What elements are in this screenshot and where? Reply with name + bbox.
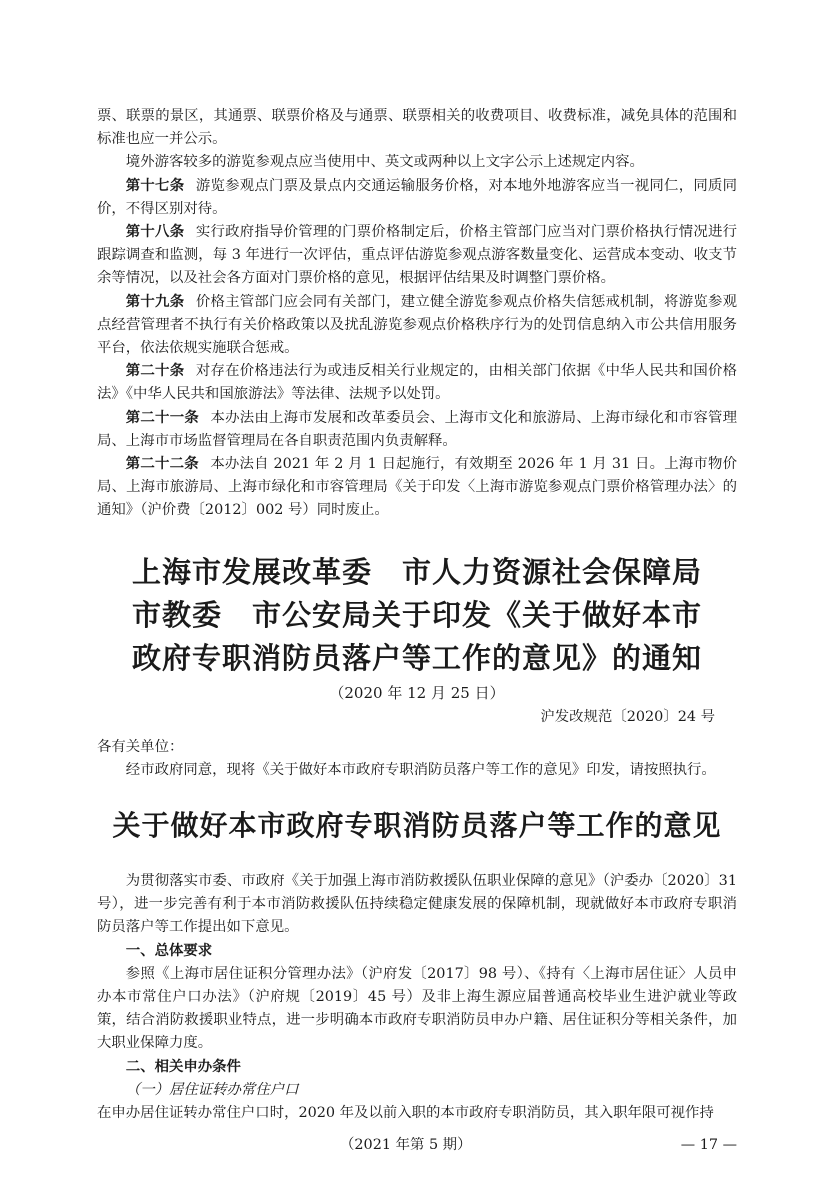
page-number: — 17 — (680, 1137, 737, 1154)
subsection-paragraph: 在申办居住证转办常住户口时，2020 年及以前入职的本市政府专职消防员，其入职年限可视作持 (97, 1105, 714, 1122)
section-heading: 二、相关申办条件 (125, 1058, 241, 1075)
article-text: 价格主管部门应会同有关部门，建立健全游览参观点价格失信惩戒机制，将游览参观点经营管理者不执行有关价格政策以及扰乱游览参观点价格秩序行为的处罚信息纳入市公共信用服务平台，依法依规实施联合惩戒。 (97, 293, 737, 357)
notice-title-line: 政府专职消防员落户等工作的意见》的通知 (131, 640, 702, 675)
article-paragraph (97, 360, 737, 406)
article-text: 境外游客较多的游览参观点应当使用中、英文或两种以上文字公示上述规定内容。 (125, 154, 644, 171)
notice-title-line: 市教委 市公安局关于印发《关于做好本市 (131, 597, 702, 632)
article-label: 第二十一条 (125, 409, 199, 426)
opinion-title: 关于做好本市政府专职消防员落户等工作的意见 (112, 809, 722, 843)
salutation: 各有关单位： (97, 738, 184, 755)
notice-body (97, 736, 737, 782)
page-footer (97, 1133, 737, 1157)
article-text: 本办法由上海市发展和改革委员会、上海市文化和旅游局、上海市绿化和市容管理局、上海市市场监督管理局在各自职责范围内负责解释。 (97, 409, 737, 449)
opinion-body (97, 870, 737, 1125)
article-label: 第二十二条 (125, 456, 199, 473)
article-paragraph (97, 151, 737, 174)
issue-label: （2021 年第 5 期） (340, 1137, 472, 1154)
document-number: 沪发改规范〔2020〕24 号 (540, 708, 715, 725)
subsection-heading: （一）居住证转办常住户口 (125, 1081, 299, 1098)
article-label: 第十八条 (125, 224, 185, 241)
article-paragraph (97, 221, 737, 291)
article-paragraph (97, 453, 737, 523)
section-heading: 一、总体要求 (125, 942, 213, 959)
regulation-articles (97, 105, 737, 523)
article-text: 对存在价格违法行为或违反相关行业规定的，由相关部门依据《中华人民共和国价格法》《中华人民共和国旅游法》等法律、法规予以处罚。 (97, 363, 737, 403)
article-paragraph (97, 105, 737, 151)
notice-title (97, 551, 737, 680)
article-text: 实行政府指导价管理的门票价格制定后，价格主管部门应当对门票价格执行情况进行跟踪调查和监测，每 3 年进行一次评估，重点评估游览参观点游客数量变化、运营成本变动、收支节余等情况，以及社会各方面对门票价格的意见，根据评估结果及时调整门票价格。 (97, 224, 737, 287)
article-label: 第二十条 (125, 363, 185, 380)
section-paragraph: 参照《上海市居住证积分管理办法》（沪府发〔2017〕98 号）、《持有〈上海市居住证〉人员申办本市常住户口办法》（沪府规〔2019〕45 号）及非上海生源应届普通高校毕业生进沪就业等政策，结合消防救援职业特点，进一步明确本市政府专职消防员申办户籍、居住证积分等相关条件，加大职业保障力度。 (97, 965, 737, 1052)
article-text: 本办法自 2021 年 2 月 1 日起施行，有效期至 2026 年 1 月 31 日。上海市物价局、上海市旅游局、上海市绿化和市容管理局《关于印发〈上海市游览参观点门票价格管理办法〉的通知》（沪价费〔2012〕002 号）同时废止。 (97, 456, 737, 519)
article-text: 票、联票的景区，其通票、联票价格及与通票、联票相关的收费项目、收费标准，减免具体的范围和标准也应一并公示。 (97, 108, 737, 148)
article-text: 游览参观点门票及景点内交通运输服务价格，对本地外地游客应当一视同仁，同质同价，不得区别对待。 (97, 177, 737, 217)
intro-paragraph: 为贯彻落实市委、市政府《关于加强上海市消防救援队伍职业保障的意见》（沪委办〔2020〕31 号），进一步完善有利于本市消防救援队伍持续稳定健康发展的保障机制，现就做好本市政府专职消防员落户等工作提出如下意见。 (97, 873, 737, 936)
article-paragraph (97, 291, 737, 361)
article-label: 第十九条 (125, 293, 185, 310)
article-paragraph (97, 407, 737, 453)
article-paragraph (97, 175, 737, 221)
article-label: 第十七条 (125, 177, 185, 194)
notice-title-line: 上海市发展改革委 市人力资源社会保障局 (131, 554, 702, 589)
notice-date: （2020 年 12 月 25 日） (329, 683, 505, 702)
notice-paragraph: 经市政府同意，现将《关于做好本市政府专职消防员落户等工作的意见》印发，请按照执行。 (125, 761, 716, 778)
